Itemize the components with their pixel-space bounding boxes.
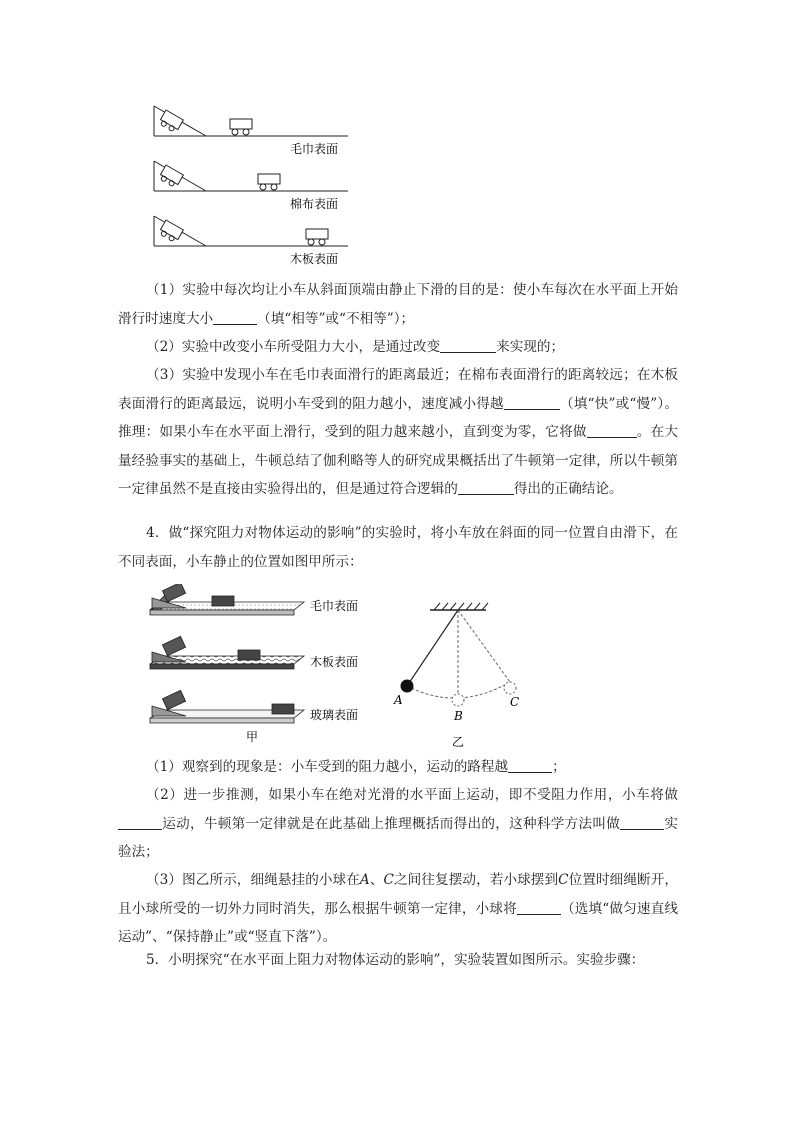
pendulum-ball [401,680,414,693]
caption-yi: 乙 [452,735,465,749]
q3-part2: （2）实验中改变小车所受阻力大小，是通过改变 来实现的； [146,339,565,355]
figure-incline-surfaces [150,96,360,271]
answer-blank[interactable] [504,395,560,410]
answer-blank[interactable] [587,423,637,438]
answer-blank[interactable] [517,900,561,915]
answer-blank[interactable] [458,480,514,495]
label-towel-jia: 毛巾表面 [310,599,359,613]
q4-intro: 4．做“探究阻力对物体运动的影响”的实验时，将小车放在斜面的同一位置自由滑下，在不同表面，小车静止的位置如图甲所示： [118,525,678,570]
answer-blank[interactable] [440,338,496,353]
figure-yi-pendulum [386,600,536,750]
answer-blank[interactable] [620,815,664,830]
label-cotton: 棉布表面 [290,197,339,211]
ramp-towel [150,584,304,615]
figure-jia-ramps [146,584,376,744]
answer-blank[interactable] [118,815,162,830]
answer-blank[interactable] [213,310,257,325]
incline-wood [154,216,348,246]
answer-blank[interactable] [508,758,552,773]
ramp-wood [150,636,304,669]
q4-part2: （2）进一步推测，如果小车在绝对光滑的水平面上运动，即不受阻力作用，小车将做运动，牛顿第一定律就是在此基础上推理概括而得出的，这种科学方法叫做 实验法； [118,787,678,860]
label-point-b: B [454,709,463,723]
label-wood: 木板表面 [290,252,339,266]
label-towel: 毛巾表面 [290,142,339,156]
label-point-c: C [510,695,520,709]
incline-cotton [154,161,348,191]
q4-part3: （3）图乙所示，细绳悬挂的小球在A、C之间往复摆动，若小球摆到C位置时细绳断开，且小球所受的一切外力同时消失，那么根据牛顿第一定律，小球将 （选填“做匀速直线运动”、“保持静止”或“竖直下落”）。 [118,872,678,945]
incline-towel [154,106,348,136]
q3-part3: （3）实验中发现小车在毛巾表面滑行的距离最近；在棉布表面滑行的距离较远；在木板表面滑行的距离最远，说明小车受到的阻力越小，速度减小得越 （填“快”或“慢”）。推理：如果小车在水平面上滑行，受到的阻力越来越小，直到变为零，它将做 。在大量经验事实的基础上，牛顿总结了伽利略等人的研究成果概括出了牛顿第一定律，所以牛顿第一定律虽然不是直接由实验得出的，但是通过符合逻辑的 得出的正确结论。 [118,367,679,497]
label-point-a: A [394,693,403,707]
label-glass-jia: 玻璃表面 [310,708,359,722]
pendulum-string [407,610,458,686]
q5-intro: 5．小明探究“在水平面上阻力对物体运动的影响”，实验装置如图所示。实验步骤： [146,952,645,968]
caption-jia: 甲 [246,730,259,744]
label-wood-jia: 木板表面 [310,655,359,669]
q3-part1: （1）实验中每次均让小车从斜面顶端由静止下滑的目的是：使小车每次在水平面上开始滑行时速度大小 （填“相等”或“不相等”）； [118,282,678,327]
q4-part1: （1）观察到的现象是：小车受到的阻力越小，运动的路程越 ； [146,759,566,775]
ramp-glass [150,690,304,723]
pendulum-support [430,603,488,610]
